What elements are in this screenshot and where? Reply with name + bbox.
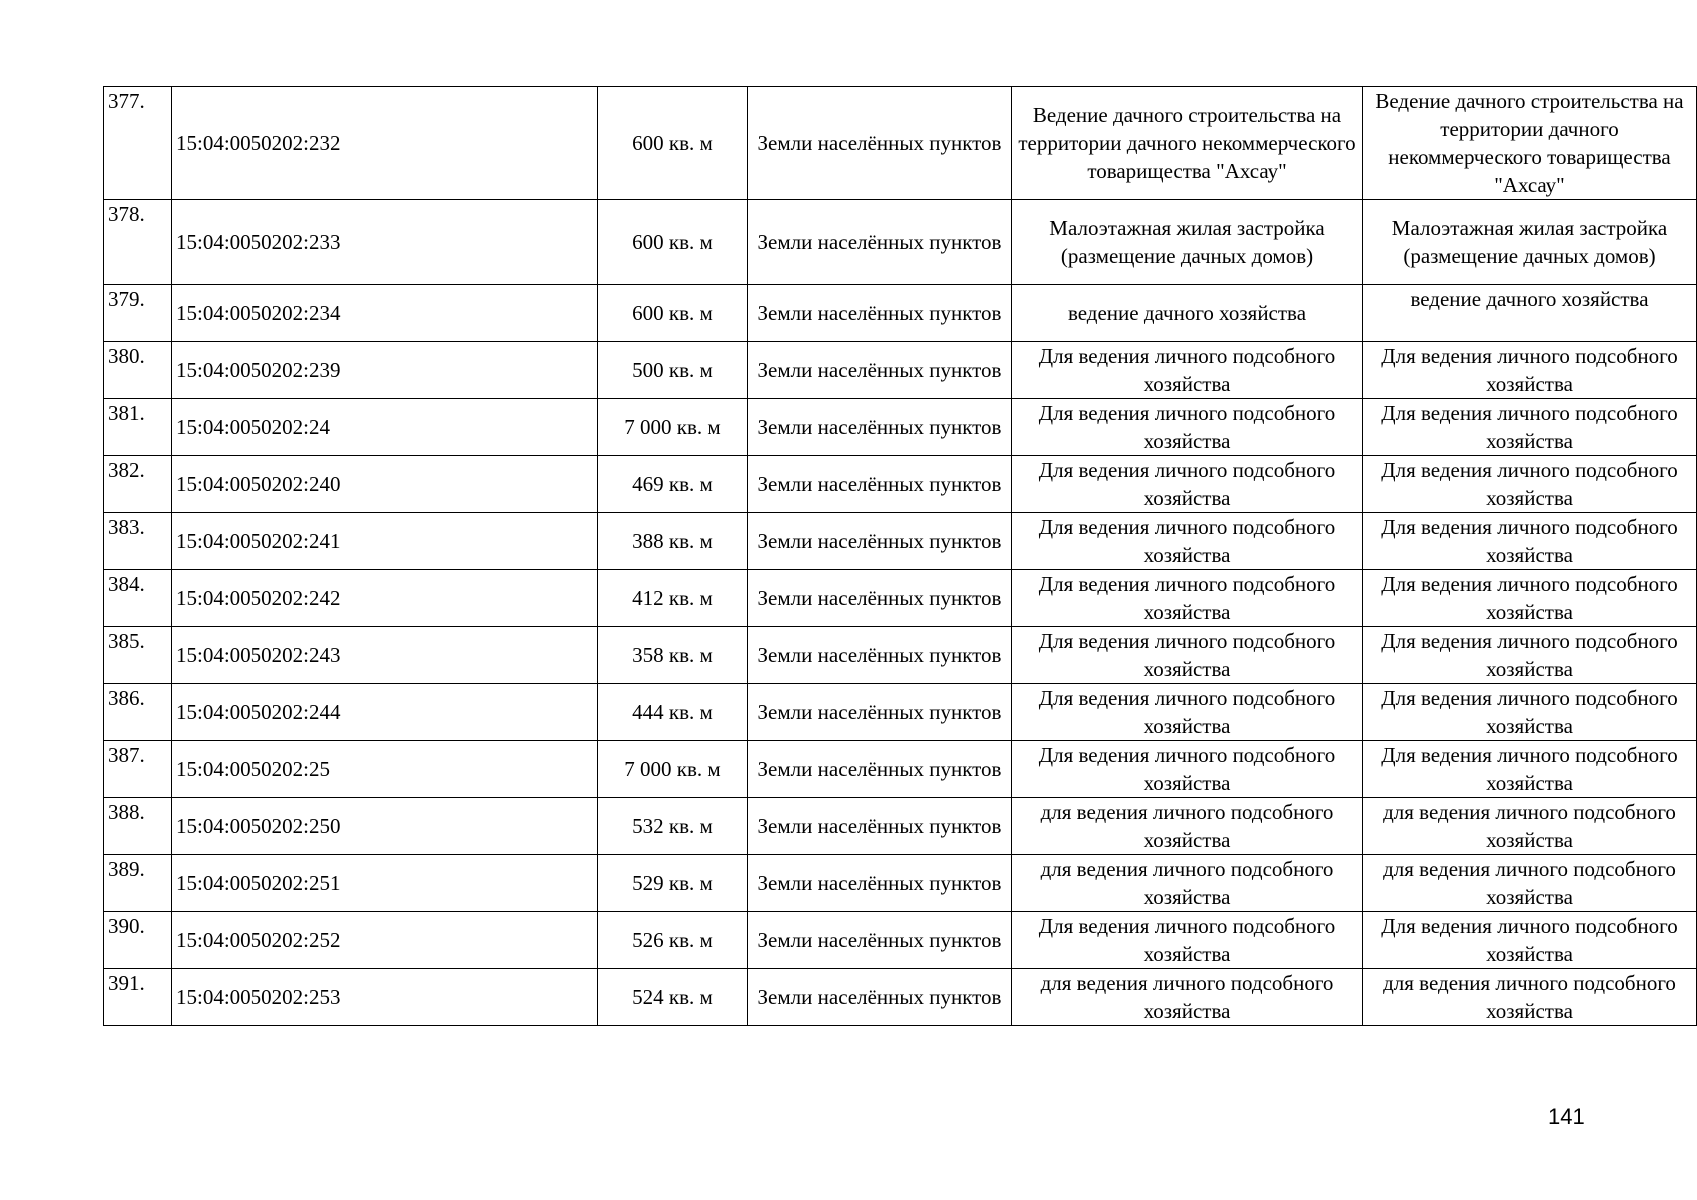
land-category: Земли населённых пунктов — [748, 456, 1012, 513]
cadastral-number: 15:04:0050202:251 — [172, 855, 598, 912]
plot-area: 7 000 кв. м — [598, 399, 748, 456]
use-by-document: Для ведения личного подсобного хозяйства — [1363, 456, 1697, 513]
cadastral-number: 15:04:0050202:233 — [172, 200, 598, 285]
cadastral-number: 15:04:0050202:234 — [172, 285, 598, 342]
permitted-use: для ведения личного подсобного хозяйства — [1012, 969, 1363, 1026]
plot-area: 532 кв. м — [598, 798, 748, 855]
permitted-use: Для ведения личного подсобного хозяйства — [1012, 570, 1363, 627]
cadastral-number: 15:04:0050202:240 — [172, 456, 598, 513]
table-row — [104, 570, 1697, 627]
land-category: Земли населённых пунктов — [748, 855, 1012, 912]
cadastral-number: 15:04:0050202:239 — [172, 342, 598, 399]
permitted-use: Для ведения личного подсобного хозяйства — [1012, 342, 1363, 399]
use-by-document: для ведения личного подсобного хозяйства — [1363, 855, 1697, 912]
permitted-use: для ведения личного подсобного хозяйства — [1012, 798, 1363, 855]
row-number: 388. — [104, 798, 172, 855]
land-category: Земли населённых пунктов — [748, 798, 1012, 855]
cadastral-number: 15:04:0050202:24 — [172, 399, 598, 456]
table-body — [104, 87, 1697, 1026]
table-row — [104, 855, 1697, 912]
cadastral-number: 15:04:0050202:232 — [172, 87, 598, 200]
permitted-use: Для ведения личного подсобного хозяйства — [1012, 741, 1363, 798]
page-number: 141 — [1548, 1104, 1585, 1129]
use-by-document: Ведение дачного строительства на территории дачного некоммерческого товарищества "Ахсау" — [1363, 87, 1697, 200]
use-by-document: Для ведения личного подсобного хозяйства — [1363, 513, 1697, 570]
land-category: Земли населённых пунктов — [748, 912, 1012, 969]
table-row — [104, 456, 1697, 513]
plot-area: 444 кв. м — [598, 684, 748, 741]
cadastral-number: 15:04:0050202:244 — [172, 684, 598, 741]
land-category: Земли населённых пунктов — [748, 684, 1012, 741]
row-number: 380. — [104, 342, 172, 399]
land-category: Земли населённых пунктов — [748, 570, 1012, 627]
table-row — [104, 200, 1697, 285]
use-by-document: Для ведения личного подсобного хозяйства — [1363, 399, 1697, 456]
cadastral-number: 15:04:0050202:241 — [172, 513, 598, 570]
plot-area: 600 кв. м — [598, 87, 748, 200]
cadastral-number: 15:04:0050202:243 — [172, 627, 598, 684]
land-category: Земли населённых пунктов — [748, 342, 1012, 399]
row-number: 377. — [104, 87, 172, 200]
row-number: 387. — [104, 741, 172, 798]
permitted-use: ведение дачного хозяйства — [1012, 285, 1363, 342]
land-category: Земли населённых пунктов — [748, 285, 1012, 342]
plot-area: 524 кв. м — [598, 969, 748, 1026]
plot-area: 388 кв. м — [598, 513, 748, 570]
permitted-use: Ведение дачного строительства на территории дачного некоммерческого товарищества "Ахсау" — [1012, 87, 1363, 200]
cadastral-number: 15:04:0050202:25 — [172, 741, 598, 798]
use-by-document: Малоэтажная жилая застройка (размещение дачных домов) — [1363, 200, 1697, 285]
row-number: 386. — [104, 684, 172, 741]
row-number: 391. — [104, 969, 172, 1026]
permitted-use: для ведения личного подсобного хозяйства — [1012, 855, 1363, 912]
plot-area: 7 000 кв. м — [598, 741, 748, 798]
land-category: Земли населённых пунктов — [748, 741, 1012, 798]
table-row — [104, 87, 1697, 200]
use-by-document: для ведения личного подсобного хозяйства — [1363, 798, 1697, 855]
use-by-document: Для ведения личного подсобного хозяйства — [1363, 342, 1697, 399]
land-category: Земли населённых пунктов — [748, 627, 1012, 684]
land-plots-table — [103, 86, 1697, 1026]
row-number: 382. — [104, 456, 172, 513]
use-by-document: ведение дачного хозяйства — [1363, 285, 1697, 342]
row-number: 390. — [104, 912, 172, 969]
land-category: Земли населённых пунктов — [748, 513, 1012, 570]
land-category: Земли населённых пунктов — [748, 200, 1012, 285]
table-row — [104, 399, 1697, 456]
row-number: 379. — [104, 285, 172, 342]
table-row — [104, 342, 1697, 399]
permitted-use: Для ведения личного подсобного хозяйства — [1012, 399, 1363, 456]
plot-area: 358 кв. м — [598, 627, 748, 684]
use-by-document: Для ведения личного подсобного хозяйства — [1363, 741, 1697, 798]
use-by-document: для ведения личного подсобного хозяйства — [1363, 969, 1697, 1026]
land-category: Земли населённых пунктов — [748, 87, 1012, 200]
permitted-use: Для ведения личного подсобного хозяйства — [1012, 912, 1363, 969]
plot-area: 600 кв. м — [598, 285, 748, 342]
use-by-document: Для ведения личного подсобного хозяйства — [1363, 627, 1697, 684]
row-number: 385. — [104, 627, 172, 684]
table-row — [104, 627, 1697, 684]
row-number: 384. — [104, 570, 172, 627]
plot-area: 412 кв. м — [598, 570, 748, 627]
use-by-document: Для ведения личного подсобного хозяйства — [1363, 912, 1697, 969]
table-row — [104, 684, 1697, 741]
use-by-document: Для ведения личного подсобного хозяйства — [1363, 570, 1697, 627]
plot-area: 526 кв. м — [598, 912, 748, 969]
row-number: 389. — [104, 855, 172, 912]
plot-area: 600 кв. м — [598, 200, 748, 285]
cadastral-number: 15:04:0050202:252 — [172, 912, 598, 969]
table-row — [104, 969, 1697, 1026]
table-row — [104, 285, 1697, 342]
cadastral-number: 15:04:0050202:250 — [172, 798, 598, 855]
table-row — [104, 912, 1697, 969]
use-by-document: Для ведения личного подсобного хозяйства — [1363, 684, 1697, 741]
permitted-use: Для ведения личного подсобного хозяйства — [1012, 456, 1363, 513]
land-category: Земли населённых пунктов — [748, 969, 1012, 1026]
cadastral-number: 15:04:0050202:242 — [172, 570, 598, 627]
table-row — [104, 798, 1697, 855]
cadastral-number: 15:04:0050202:253 — [172, 969, 598, 1026]
permitted-use: Для ведения личного подсобного хозяйства — [1012, 627, 1363, 684]
table-row — [104, 513, 1697, 570]
table-row — [104, 741, 1697, 798]
permitted-use: Малоэтажная жилая застройка (размещение дачных домов) — [1012, 200, 1363, 285]
permitted-use: Для ведения личного подсобного хозяйства — [1012, 513, 1363, 570]
permitted-use: Для ведения личного подсобного хозяйства — [1012, 684, 1363, 741]
row-number: 381. — [104, 399, 172, 456]
row-number: 378. — [104, 200, 172, 285]
row-number: 383. — [104, 513, 172, 570]
plot-area: 500 кв. м — [598, 342, 748, 399]
plot-area: 469 кв. м — [598, 456, 748, 513]
plot-area: 529 кв. м — [598, 855, 748, 912]
land-category: Земли населённых пунктов — [748, 399, 1012, 456]
